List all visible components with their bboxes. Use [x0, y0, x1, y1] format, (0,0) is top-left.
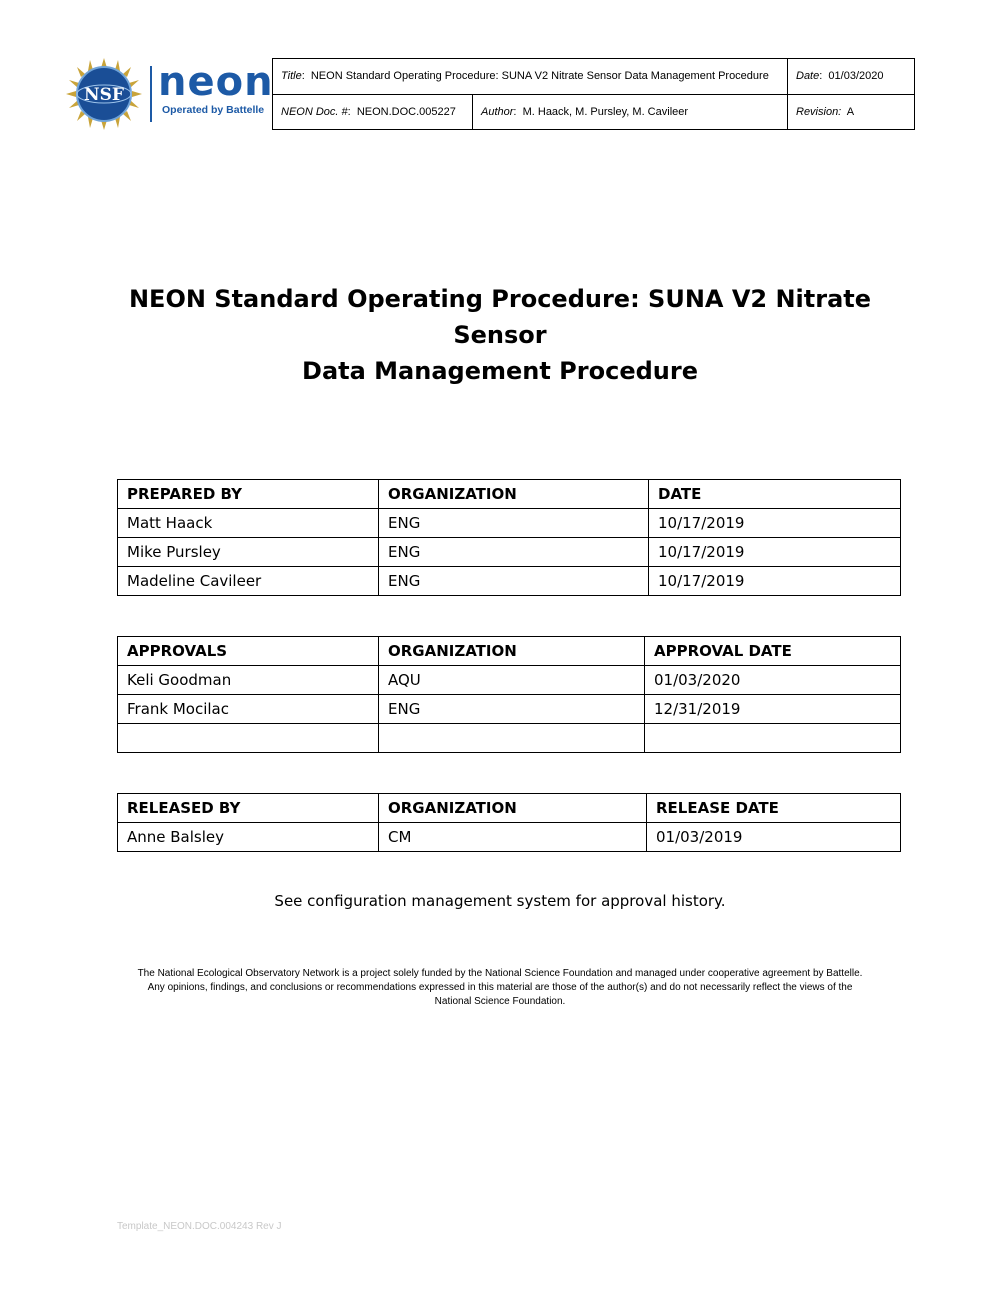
- date-cell: 12/31/2019: [645, 695, 901, 724]
- table-row: [118, 724, 901, 753]
- column-header: APPROVALS: [118, 637, 379, 666]
- column-header: ORGANIZATION: [379, 637, 645, 666]
- title-cell: Title: NEON Standard Operating Procedure: SUNA V2 Nitrate Sensor Data Management Procedure: [273, 59, 788, 95]
- title-line-1: NEON Standard Operating Procedure: SUNA V2 Nitrate Sensor: [128, 285, 872, 349]
- organization-cell: AQU: [379, 666, 645, 695]
- date-cell: 10/17/2019: [649, 509, 901, 538]
- revision-cell: Revision: A: [788, 95, 915, 130]
- disclaimer-line: The National Ecological Observatory Network is a project solely funded by the National Science Foundation and managed under cooperative agreement by Battelle.: [137, 968, 863, 979]
- column-header: DATE: [649, 480, 901, 509]
- column-header: RELEASE DATE: [647, 794, 901, 823]
- table-row: [118, 695, 901, 724]
- organization-cell: [379, 724, 645, 753]
- column-header: ORGANIZATION: [379, 794, 647, 823]
- neon-nsf-logo: [66, 58, 272, 130]
- disclaimer-line: Any opinions, findings, and conclusions or recommendations expressed in this material are those of the author(s) and do not necessarily reflect the views of the: [147, 982, 853, 993]
- date-cell: 10/17/2019: [649, 567, 901, 596]
- battelle-tagline: Operated by Battelle: [162, 104, 265, 116]
- date-cell: Date: 01/03/2020: [788, 59, 915, 95]
- svg-text:NSF: NSF: [84, 85, 124, 105]
- organization-cell: ENG: [379, 509, 649, 538]
- nsf-seal-icon: [66, 58, 142, 130]
- column-header: APPROVAL DATE: [645, 637, 901, 666]
- approvals-table: [117, 636, 901, 753]
- author-cell: Author: M. Haack, M. Pursley, M. Cavileer: [473, 95, 788, 130]
- name-cell: Matt Haack: [118, 509, 379, 538]
- date-cell: [645, 724, 901, 753]
- document-header-table: [272, 58, 915, 130]
- name-cell: Keli Goodman: [118, 666, 379, 695]
- neon-wordmark: neon: [158, 59, 274, 105]
- disclaimer-line: National Science Foundation.: [434, 996, 566, 1007]
- table-row: [118, 538, 901, 567]
- organization-cell: CM: [379, 823, 647, 852]
- table-header-row: [118, 480, 901, 509]
- table-row: [118, 823, 901, 852]
- column-header: ORGANIZATION: [379, 480, 649, 509]
- name-cell: Anne Balsley: [118, 823, 379, 852]
- table-header-row: [118, 794, 901, 823]
- name-cell: Mike Pursley: [118, 538, 379, 567]
- date-cell: 01/03/2019: [647, 823, 901, 852]
- title-line-2: Data Management Procedure: [302, 357, 698, 385]
- released-by-table: [117, 793, 901, 852]
- column-header: PREPARED BY: [118, 480, 379, 509]
- date-cell: 01/03/2020: [645, 666, 901, 695]
- name-cell: [118, 724, 379, 753]
- date-cell: 10/17/2019: [649, 538, 901, 567]
- template-footer: Template_NEON.DOC.004243 Rev J: [117, 1221, 282, 1232]
- logo-divider: [150, 66, 152, 122]
- approval-history-note: See configuration management system for approval history.: [274, 892, 726, 910]
- document-title: [100, 281, 900, 389]
- table-row: [118, 567, 901, 596]
- name-cell: Madeline Cavileer: [118, 567, 379, 596]
- doc-number-cell: NEON Doc. #: NEON.DOC.005227: [273, 95, 473, 130]
- table-row: [118, 509, 901, 538]
- funding-disclaimer: [110, 967, 890, 1009]
- prepared-by-table: [117, 479, 901, 596]
- name-cell: Frank Mocilac: [118, 695, 379, 724]
- organization-cell: ENG: [379, 695, 645, 724]
- table-row: [118, 666, 901, 695]
- organization-cell: ENG: [379, 538, 649, 567]
- table-header-row: [118, 637, 901, 666]
- organization-cell: ENG: [379, 567, 649, 596]
- column-header: RELEASED BY: [118, 794, 379, 823]
